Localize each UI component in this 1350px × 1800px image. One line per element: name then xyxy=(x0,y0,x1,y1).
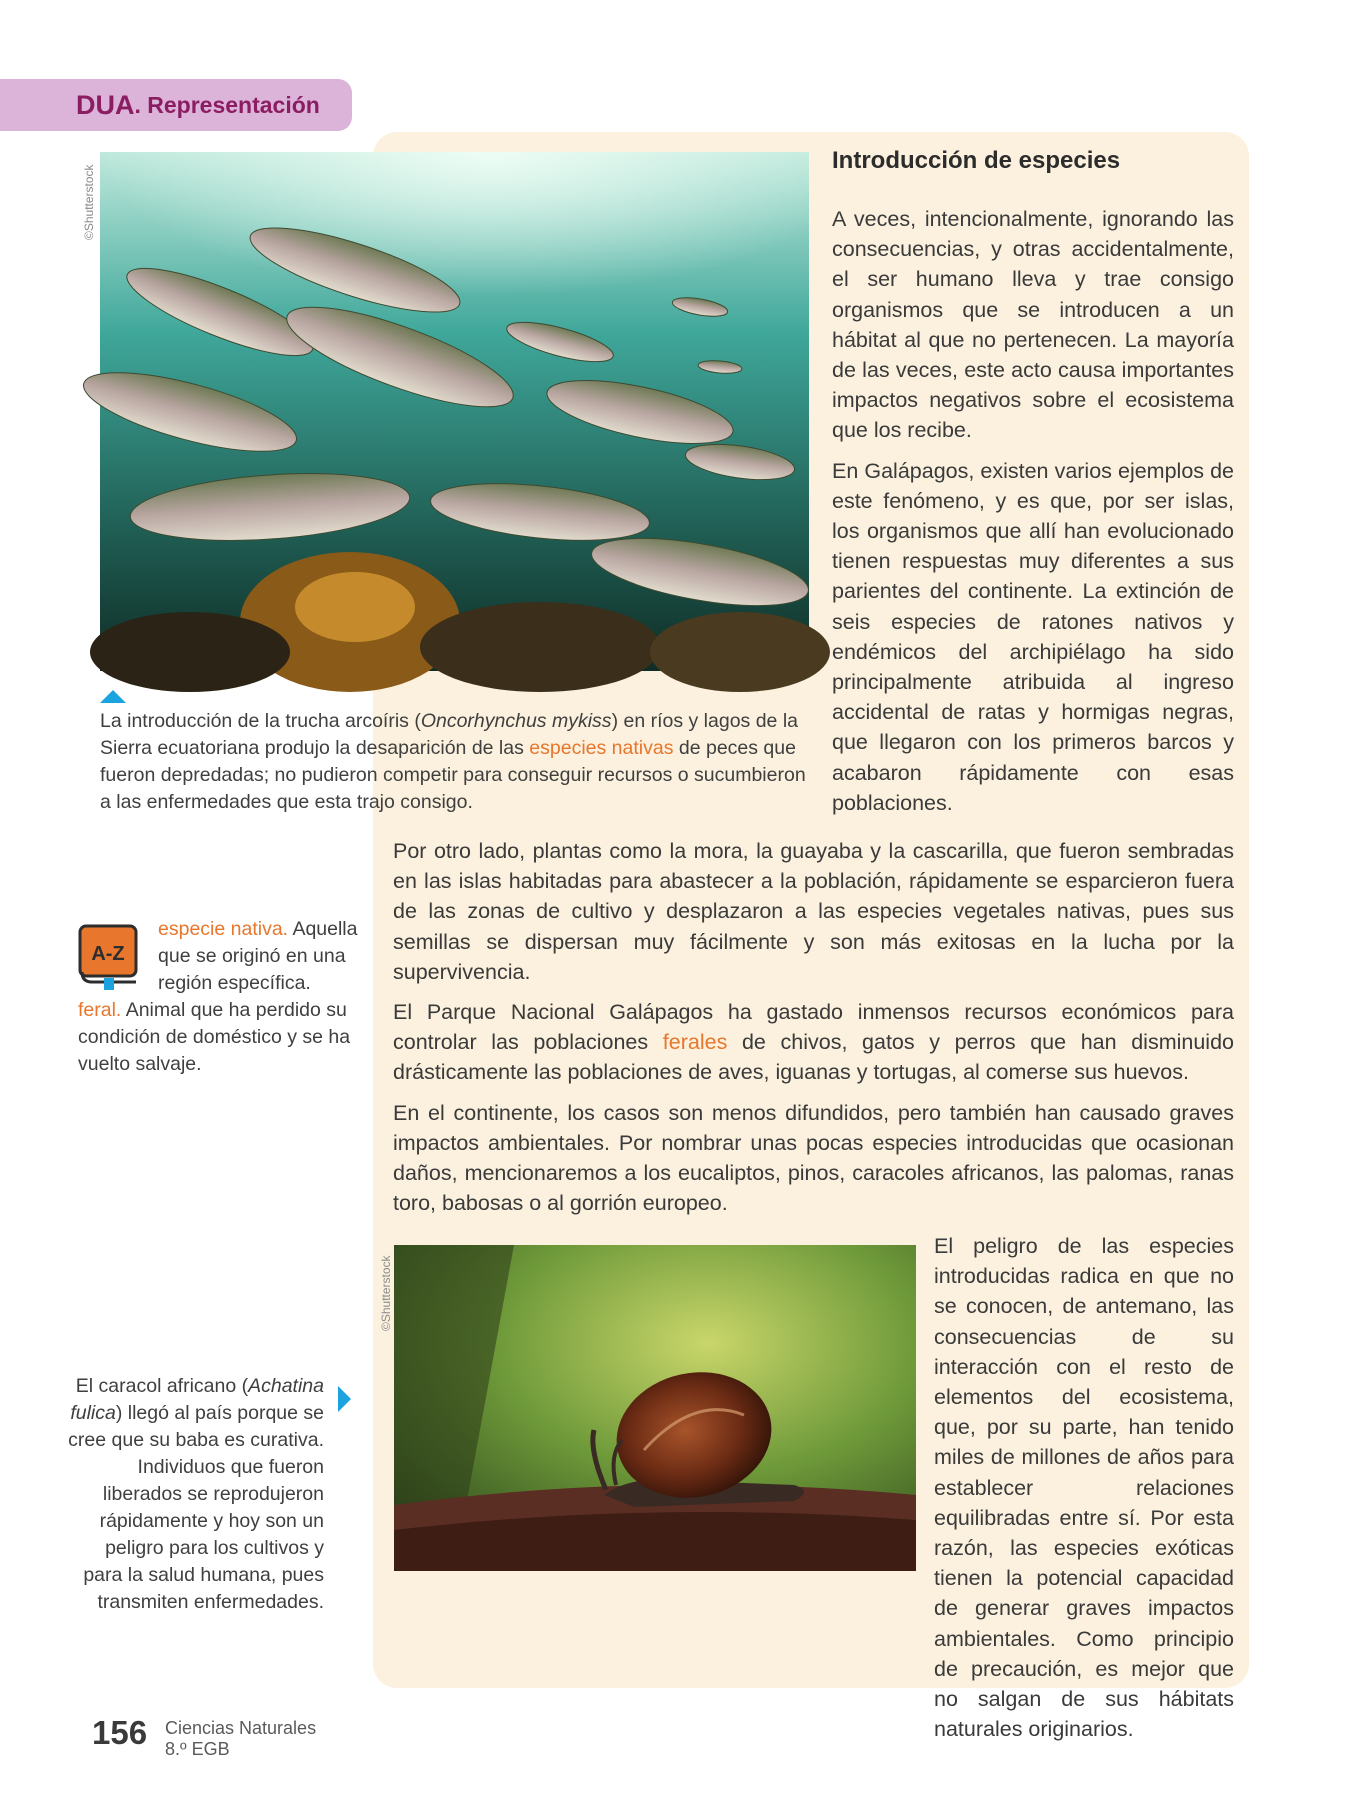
dua-label: DUA xyxy=(76,89,135,120)
grade-label: 8.º EGB xyxy=(165,1739,230,1759)
glossary-def-native: Aquella que se originó en una región específica. xyxy=(158,918,358,994)
snail-photo-credit: ©Shutterstock xyxy=(379,1255,393,1331)
snail-caption xyxy=(64,1373,324,1616)
snail-caption-text-1: El caracol africano ( xyxy=(75,1375,249,1397)
trout-caption-text-3: de peces que fueron depredadas; no pudieron competir para conseguir recursos o sucumbieron a las enfermedades que esta trajo consigo. xyxy=(100,737,806,813)
continent-paragraph: En el continente, los casos son menos difundidos, pero también han causado graves impactos ambientales. Por nombrar unas pocas especies introducidas que ocasionan daños, mencionaremos a los eucaliptos, pinos, caracoles africanos, las palomas, ranas toro, babosas o al gorrión europeo. xyxy=(393,1100,1234,1216)
footer-subject xyxy=(165,1718,316,1760)
glossary-icon-label: A-Z xyxy=(91,943,125,965)
trout-caption xyxy=(100,708,808,816)
park-text-2: de chivos, gatos y perros que han disminuido drásticamente las poblaciones de aves, iguanas y tortugas, al comerse sus huevos. xyxy=(393,1030,1234,1085)
snail-photo xyxy=(394,1245,916,1571)
trout-species-name: Oncorhynchus mykiss xyxy=(420,710,612,732)
trout-photo xyxy=(100,152,809,671)
snail-danger-column xyxy=(934,1231,1234,1742)
feral-term: ferales xyxy=(662,1030,728,1055)
park-paragraph xyxy=(393,997,1234,1088)
plants-paragraph: Por otro lado, plantas como la mora, la guayaba y la cascarilla, que fueron sembradas en las islas habitadas para abastecer a la población, rápidamente se esparcieron fuera de las zonas de cultivo y desplazaron a las especies vegetales nativas, pues sus semillas se dispersan muy fácilmente y son más exitosas en la lucha por la supervivencia. xyxy=(393,839,1234,984)
dua-subtitle: . Representación xyxy=(134,91,320,118)
glossary-term-native: especie nativa. xyxy=(158,918,289,940)
intro-column xyxy=(832,204,1234,828)
page-number: 156 xyxy=(92,1714,148,1751)
park-text-1: El Parque Nacional Galápagos ha gastado inmensos recursos económicos para controlar las poblaciones xyxy=(393,1000,1234,1055)
glossary-entry-native xyxy=(78,916,358,997)
glossary-term-feral: feral. xyxy=(78,999,122,1021)
snail-caption-text-2: ) llegó al país porque se cree que su baba es curativa. Individuos que fueron liberados se reprodujeron rápidamente y hoy son un peligro para los cultivos y para la salud humana, pues transmiten enfermedades. xyxy=(68,1402,324,1613)
glossary-box xyxy=(78,916,358,1078)
danger-paragraph: El peligro de las especies introducidas radica en que no se conocen, de antemano, las consecuencias de su interacción con el resto de elementos del ecosistema, que, por su parte, han tenido miles de millones de años para establecer relaciones equilibradas entre sí. Por esta razón, las especies exóticas tienen la potencial capacidad de generar graves impactos ambientales. Como principio de precaución, es mejor que no salgan de sus hábitats naturales originarios. xyxy=(934,1234,1234,1742)
caption-up-marker xyxy=(100,690,126,703)
subject-name: Ciencias Naturales xyxy=(165,1718,317,1738)
trout-caption-text-2: ) en ríos y lagos de la Sierra ecuatoriana produjo la desaparición de las xyxy=(100,710,798,759)
glossary-def-feral: Animal que ha perdido su condición de doméstico y se ha vuelto salvaje. xyxy=(78,999,351,1075)
trout-caption-text-1: La introducción de la trucha arcoíris ( xyxy=(100,710,421,732)
caption-right-marker xyxy=(338,1386,351,1412)
body-text xyxy=(393,836,1234,1228)
section-title: Introducción de especies xyxy=(832,147,1121,174)
trout-photo-credit: ©Shutterstock xyxy=(82,164,96,240)
native-species-term: especies nativas xyxy=(529,737,674,759)
galapagos-paragraph: En Galápagos, existen varios ejemplos de este fenómeno, y es que, por ser islas, los organismos que allí han evolucionado tienen respuestas muy diferentes a sus parientes del continente. La extinción de seis especies de ratones nativos y endémicos del archipiélago ha sido principalmente atribuida al ingreso accidental de ratas y hormigas negras, que llegaron con los primeros barcos y acabaron rápidamente con esas poblaciones. xyxy=(832,458,1234,815)
glossary-entry-feral xyxy=(78,997,358,1078)
snail-species-name: Achatina fulica xyxy=(70,1375,324,1424)
dua-header-tab xyxy=(0,79,352,131)
intro-paragraph: A veces, intencionalmente, ignorando las consecuencias, y otras accidentalmente, el ser humano lleva y trae consigo organismos que se introducen a un hábitat al que no pertenecen. La mayoría de las veces, este acto causa importantes impactos negativos sobre el ecosistema que los recibe. xyxy=(832,207,1234,443)
